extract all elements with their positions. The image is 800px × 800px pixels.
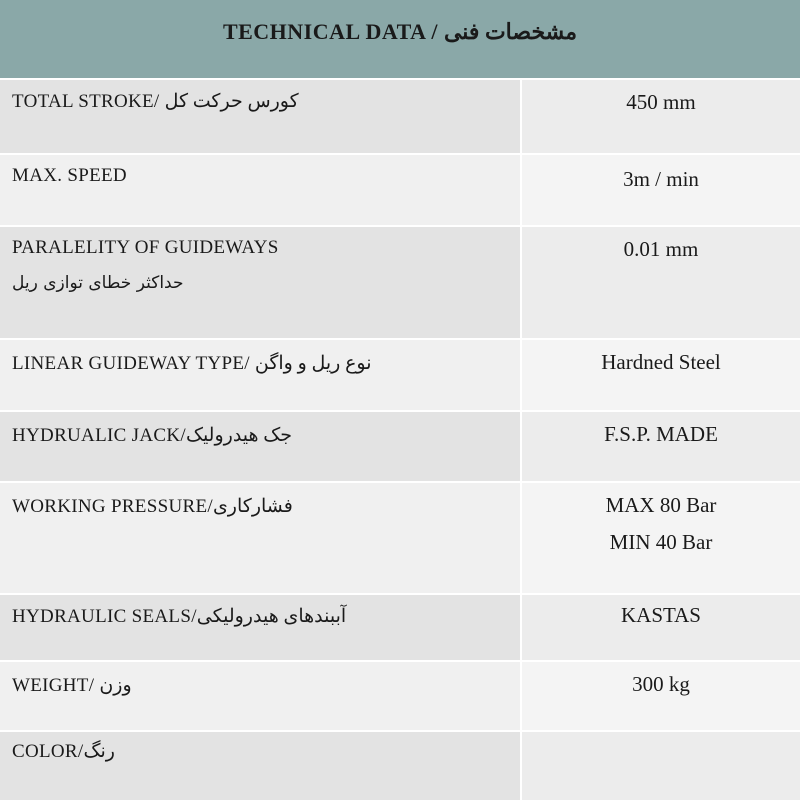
row-label-cell bbox=[0, 340, 522, 410]
row-label: TOTAL STROKE/ کورس حرکت کل bbox=[12, 91, 299, 112]
row-label: COLOR/رنگ bbox=[12, 741, 115, 762]
table-row-guideway-type bbox=[0, 340, 800, 412]
table-row-max-speed bbox=[0, 155, 800, 227]
row-label: HYDRUALIC JACK/جک هیدرولیک bbox=[12, 425, 293, 446]
table-row-total-stroke bbox=[0, 80, 800, 155]
row-value: 450 mm bbox=[626, 90, 696, 114]
table-row-hydraulic-jack bbox=[0, 412, 800, 483]
row-value-cell bbox=[522, 227, 800, 338]
row-value-cell bbox=[522, 412, 800, 481]
row-value-cell bbox=[522, 732, 800, 800]
row-label-cell bbox=[0, 732, 522, 800]
row-value-cell bbox=[522, 80, 800, 153]
row-label-fa: حداکثر خطای توازی ریل bbox=[12, 273, 184, 293]
row-label-cell bbox=[0, 227, 522, 338]
row-value: MAX 80 Bar bbox=[605, 493, 717, 517]
table-row-weight bbox=[0, 662, 800, 732]
row-value: KASTAS bbox=[620, 603, 701, 627]
row-label: WORKING PRESSURE/فشارکاری bbox=[12, 496, 293, 517]
row-label-cell bbox=[0, 412, 522, 481]
row-label-cell bbox=[0, 595, 522, 660]
row-value: F.S.P. MADE bbox=[604, 422, 718, 446]
table-row-working-pressure bbox=[0, 483, 800, 595]
row-value-cell bbox=[522, 483, 800, 593]
row-value-cell bbox=[522, 662, 800, 730]
table-row-color bbox=[0, 732, 800, 800]
row-label: MAX. SPEED bbox=[12, 165, 127, 186]
table-title: TECHNICAL DATA / مشخصات فنی bbox=[222, 19, 578, 44]
row-label-cell bbox=[0, 155, 522, 225]
row-value-cell bbox=[522, 155, 800, 225]
row-label-cell bbox=[0, 483, 522, 593]
row-value: Hardned Steel bbox=[601, 350, 721, 374]
row-label: WEIGHT/ وزن bbox=[12, 675, 132, 696]
row-label: LINEAR GUIDEWAY TYPE/ نوع ریل و واگن bbox=[12, 353, 372, 374]
table-row-hydraulic-seals bbox=[0, 595, 800, 662]
row-value: 300 kg bbox=[632, 672, 690, 696]
table-header bbox=[0, 0, 800, 80]
table-row-paralelity bbox=[0, 227, 800, 340]
row-label-cell bbox=[0, 662, 522, 730]
row-label-cell bbox=[0, 80, 522, 153]
row-value-2: MIN 40 Bar bbox=[609, 530, 713, 554]
row-label: PARALELITY OF GUIDEWAYS bbox=[12, 237, 279, 258]
row-value: 3m / min bbox=[623, 167, 699, 191]
row-value: 0.01 mm bbox=[623, 237, 699, 261]
row-label: HYDRAULIC SEALS/آببندهای هیدرولیکی bbox=[12, 606, 347, 627]
row-value-cell bbox=[522, 595, 800, 660]
row-value-cell bbox=[522, 340, 800, 410]
